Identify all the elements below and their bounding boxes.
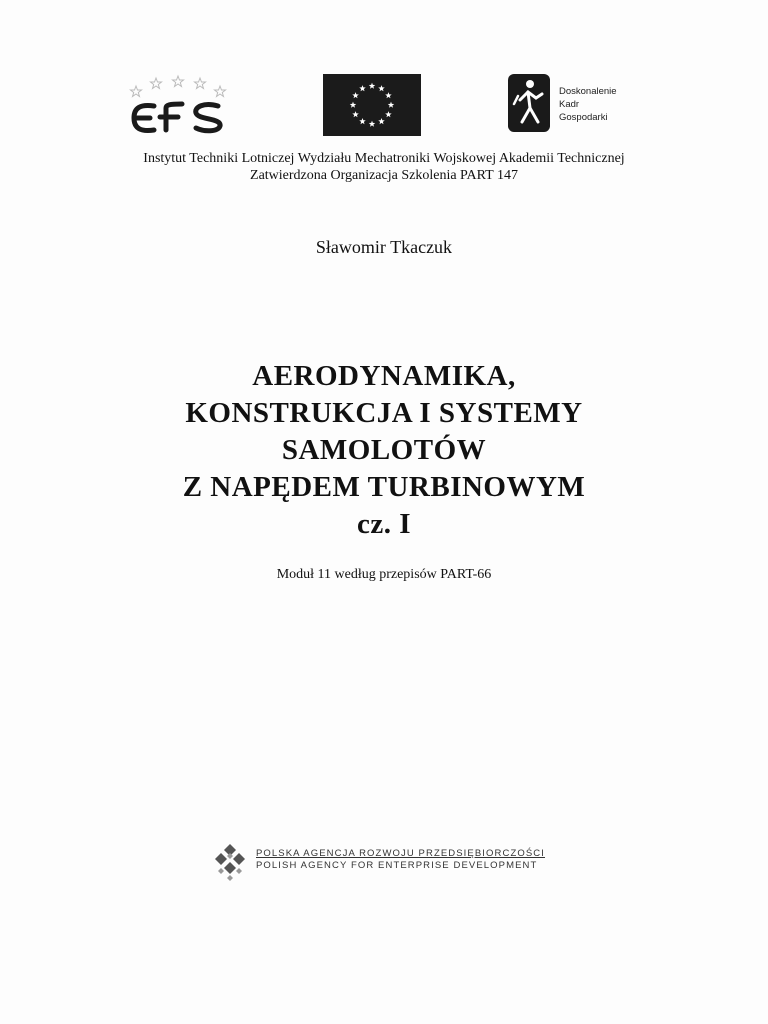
title-line: AERODYNAMIKA, (252, 360, 516, 392)
dkg-line: Gospodarki (559, 112, 608, 123)
parp-name-en: POLISH AGENCY FOR ENTERPRISE DEVELOPMENT (256, 860, 538, 871)
title-line: KONSTRUKCJA I SYSTEMY (185, 397, 583, 429)
title-line: cz. I (356, 508, 412, 540)
eu-flag-icon (323, 74, 421, 136)
author-name: Sławomir Tkaczuk (315, 237, 453, 257)
title-line: Z NAPĘDEM TURBINOWYM (182, 471, 586, 503)
institute-block (0, 150, 768, 184)
module-subtitle: Moduł 11 według przepisów PART-66 (276, 567, 492, 582)
eu-flag-logo (323, 74, 421, 136)
parp-name-pl: POLSKA AGENCJA ROZWOJU PRZEDSIĘBIORCZOŚCI (256, 848, 545, 859)
parp-text (256, 848, 545, 872)
dkg-line: Kadr (559, 99, 580, 110)
dkg-text (559, 85, 617, 124)
parp-logo (210, 842, 550, 882)
institute-name: Instytut Techniki Lotniczej Wydziału Mechatroniki Wojskowej Akademii Technicznej (143, 151, 625, 166)
dkg-line: Doskonalenie (559, 86, 617, 97)
dkg-figure-icon (508, 74, 550, 132)
institute-approval: Zatwierdzona Organizacja Szkolenia PART 147 (250, 168, 518, 183)
book-title (0, 358, 768, 543)
efs-logo-graphic (126, 74, 232, 138)
parp-diamond-icon (210, 842, 250, 882)
efs-logo (126, 74, 232, 138)
dkg-logo (508, 74, 658, 134)
title-line: SAMOLOTÓW (281, 434, 487, 466)
